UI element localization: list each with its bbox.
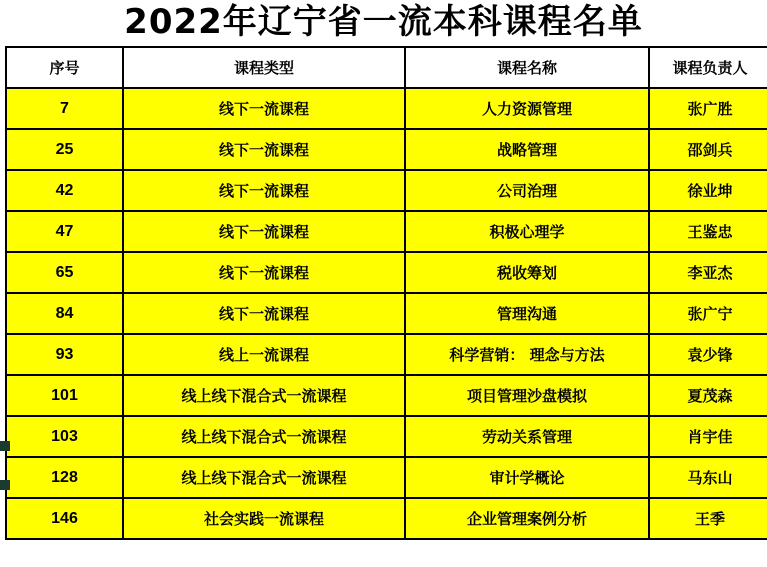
table-header-row (6, 47, 767, 88)
table-body (6, 88, 767, 539)
cell-course-type: 线下一流课程 (123, 293, 405, 334)
cell-course-type: 社会实践一流课程 (123, 498, 405, 539)
cell-course-name: 战略管理 (405, 129, 649, 170)
cell-course-name: 积极心理学 (405, 211, 649, 252)
table-header (6, 47, 767, 88)
cell-index: 84 (6, 293, 123, 334)
cell-index: 103 (6, 416, 123, 457)
cell-course-name: 人力资源管理 (405, 88, 649, 129)
cell-course-type: 线下一流课程 (123, 170, 405, 211)
table-row (6, 375, 767, 416)
cell-index: 146 (6, 498, 123, 539)
cell-course-name: 企业管理案例分析 (405, 498, 649, 539)
cell-course-name: 审计学概论 (405, 457, 649, 498)
cell-course-name: 劳动关系管理 (405, 416, 649, 457)
cell-course-leader: 袁少锋 (649, 334, 767, 375)
cell-course-leader: 徐业坤 (649, 170, 767, 211)
cell-index: 93 (6, 334, 123, 375)
cell-course-type: 线上线下混合式一流课程 (123, 457, 405, 498)
cell-course-name: 管理沟通 (405, 293, 649, 334)
cell-course-leader: 李亚杰 (649, 252, 767, 293)
table-row (6, 457, 767, 498)
cell-course-name: 科学营销： 理念与方法 (405, 334, 649, 375)
table-row (6, 170, 767, 211)
column-header-course-name: 课程名称 (405, 47, 649, 88)
cell-course-leader: 邵剑兵 (649, 129, 767, 170)
table-row (6, 252, 767, 293)
cell-index: 101 (6, 375, 123, 416)
cell-course-type: 线上一流课程 (123, 334, 405, 375)
cell-course-type: 线下一流课程 (123, 129, 405, 170)
table-row (6, 129, 767, 170)
table-row (6, 334, 767, 375)
cell-course-name: 公司治理 (405, 170, 649, 211)
cell-course-leader: 马东山 (649, 457, 767, 498)
cell-index: 7 (6, 88, 123, 129)
table-row (6, 498, 767, 539)
table-row (6, 293, 767, 334)
cell-course-leader: 王鉴忠 (649, 211, 767, 252)
column-header-index: 序号 (6, 47, 123, 88)
cell-course-name: 税收筹划 (405, 252, 649, 293)
column-header-course-type: 课程类型 (123, 47, 405, 88)
page-title: 2022年辽宁省一流本科课程名单 (124, 2, 643, 42)
cell-course-type: 线上线下混合式一流课程 (123, 416, 405, 457)
column-header-course-leader: 课程负责人 (649, 47, 767, 88)
cell-index: 128 (6, 457, 123, 498)
cell-course-type: 线上线下混合式一流课程 (123, 375, 405, 416)
cell-course-leader: 张广宁 (649, 293, 767, 334)
cell-index: 25 (6, 129, 123, 170)
cell-course-type: 线下一流课程 (123, 88, 405, 129)
cell-course-leader: 夏茂森 (649, 375, 767, 416)
cell-index: 42 (6, 170, 123, 211)
cell-index: 65 (6, 252, 123, 293)
cell-course-type: 线下一流课程 (123, 252, 405, 293)
course-list-table (5, 46, 767, 540)
cell-index: 47 (6, 211, 123, 252)
table-row (6, 88, 767, 129)
cell-course-leader: 王季 (649, 498, 767, 539)
cell-course-name: 项目管理沙盘模拟 (405, 375, 649, 416)
cell-course-type: 线下一流课程 (123, 211, 405, 252)
table-row (6, 211, 767, 252)
cell-course-leader: 肖宇佳 (649, 416, 767, 457)
cell-course-leader: 张广胜 (649, 88, 767, 129)
table-row (6, 416, 767, 457)
